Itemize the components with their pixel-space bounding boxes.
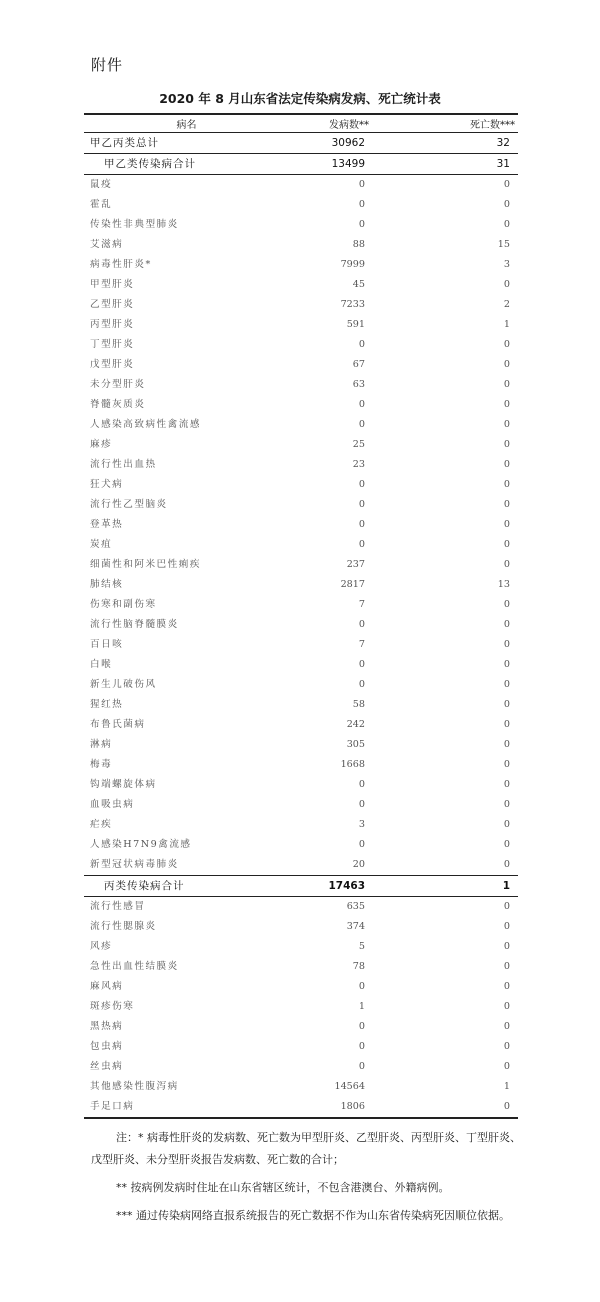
row-cases: 78 xyxy=(352,961,365,972)
table-row xyxy=(84,715,518,735)
row-deaths: 0 xyxy=(503,819,510,830)
row-deaths: 32 xyxy=(369,133,518,154)
row-cases: 0 xyxy=(358,399,365,410)
row-cases: 63 xyxy=(352,379,365,390)
row-cases: 0 xyxy=(358,1061,365,1072)
row-name: 百日咳 xyxy=(90,639,124,650)
row-name: 甲乙类传染病合计 xyxy=(84,154,289,175)
table-row xyxy=(84,475,518,495)
table-row xyxy=(84,415,518,435)
row-cases: 0 xyxy=(358,659,365,670)
row-deaths: 0 xyxy=(503,779,510,790)
table-row xyxy=(84,455,518,475)
row-deaths: 0 xyxy=(503,1021,510,1032)
row-name: 细菌性和阿米巴性痢疾 xyxy=(90,559,201,570)
row-cases: 0 xyxy=(358,679,365,690)
table-row xyxy=(84,495,518,515)
row-deaths: 0 xyxy=(503,961,510,972)
row-deaths: 0 xyxy=(503,459,510,470)
row-name: 手足口病 xyxy=(84,1097,289,1118)
table-row xyxy=(84,675,518,695)
row-name: 新型冠状病毒肺炎 xyxy=(90,859,179,870)
table-row xyxy=(84,555,518,575)
row-deaths: 0 xyxy=(503,759,510,770)
header-cases: 发病数** xyxy=(289,114,369,133)
table-row xyxy=(84,235,518,255)
row-deaths: 3 xyxy=(503,259,510,270)
table-row xyxy=(84,215,518,235)
row-name: 流行性脑脊髓膜炎 xyxy=(90,619,179,630)
row-name: 流行性出血热 xyxy=(90,459,157,470)
row-deaths: 0 xyxy=(503,539,510,550)
table-row xyxy=(84,977,518,997)
row-deaths: 0 xyxy=(503,699,510,710)
row-cases: 374 xyxy=(346,921,365,932)
table-row xyxy=(84,835,518,855)
row-deaths: 0 xyxy=(503,941,510,952)
row-cases: 7999 xyxy=(340,259,365,270)
row-cases: 0 xyxy=(358,199,365,210)
table-row xyxy=(84,535,518,555)
row-deaths: 0 xyxy=(503,559,510,570)
row-deaths: 0 xyxy=(503,499,510,510)
table-row xyxy=(84,175,518,196)
row-name: 丙型肝炎 xyxy=(90,319,135,330)
table-row xyxy=(84,855,518,876)
row-cases: 237 xyxy=(346,559,365,570)
row-deaths: 0 xyxy=(503,359,510,370)
row-deaths: 0 xyxy=(503,679,510,690)
row-cases: 0 xyxy=(358,839,365,850)
row-cases: 25 xyxy=(352,439,365,450)
table-row xyxy=(84,1017,518,1037)
row-cases: 1 xyxy=(358,1001,365,1012)
table-row xyxy=(84,435,518,455)
row-deaths: 0 xyxy=(503,399,510,410)
table-row xyxy=(84,795,518,815)
footnote-2: ** 按病例发病时住址在山东省辖区统计，不包含港澳台、外籍病例。 xyxy=(116,1181,450,1194)
row-deaths: 0 xyxy=(503,739,510,750)
row-name: 霍乱 xyxy=(90,199,113,210)
row-name: 炭疽 xyxy=(90,539,113,550)
row-name: 白喉 xyxy=(90,659,113,670)
table-row xyxy=(84,375,518,395)
table-row xyxy=(84,335,518,355)
row-cases: 0 xyxy=(358,981,365,992)
row-name: 丝虫病 xyxy=(90,1061,124,1072)
table-row xyxy=(84,917,518,937)
row-cases: 635 xyxy=(346,901,365,912)
table-row xyxy=(84,957,518,977)
row-cases: 0 xyxy=(358,539,365,550)
row-name: 麻风病 xyxy=(90,981,124,992)
table-row xyxy=(84,755,518,775)
table-row xyxy=(84,575,518,595)
row-cases: 305 xyxy=(346,739,365,750)
row-name: 肺结核 xyxy=(90,579,124,590)
row-deaths: 0 xyxy=(503,479,510,490)
row-deaths: 0 xyxy=(503,719,510,730)
table-row xyxy=(84,897,518,918)
row-cases: 7233 xyxy=(340,299,365,310)
row-cases: 45 xyxy=(352,279,365,290)
row-name: 流行性感冒 xyxy=(90,901,146,912)
row-cases: 0 xyxy=(358,179,365,190)
row-deaths: 0 xyxy=(503,921,510,932)
row-deaths: 0 xyxy=(503,279,510,290)
row-deaths: 0 xyxy=(503,859,510,870)
row-cases: 0 xyxy=(358,339,365,350)
row-deaths: 0 xyxy=(503,799,510,810)
row-name: 甲型肝炎 xyxy=(90,279,135,290)
table-row xyxy=(84,1037,518,1057)
row-cases: 58 xyxy=(352,699,365,710)
table-row xyxy=(84,695,518,715)
row-name: 麻疹 xyxy=(90,439,113,450)
row-deaths: 0 xyxy=(503,1061,510,1072)
row-name: 梅毒 xyxy=(90,759,113,770)
row-cases: 0 xyxy=(358,799,365,810)
row-deaths: 0 xyxy=(503,659,510,670)
row-name: 戊型肝炎 xyxy=(90,359,135,370)
row-cases: 0 xyxy=(358,1021,365,1032)
row-name: 急性出血性结膜炎 xyxy=(90,961,179,972)
row-deaths: 1 xyxy=(503,319,510,330)
table-row xyxy=(84,615,518,635)
table-row xyxy=(84,315,518,335)
row-cases: 0 xyxy=(358,479,365,490)
attachment-label: 附件 xyxy=(91,56,124,74)
row-cases: 0 xyxy=(358,519,365,530)
row-name: 风疹 xyxy=(90,941,113,952)
row-name: 包虫病 xyxy=(90,1041,124,1052)
row-deaths: 13 xyxy=(497,579,510,590)
row-deaths: 15 xyxy=(497,239,510,250)
row-cases: 0 xyxy=(358,619,365,630)
row-name: 流行性乙型脑炎 xyxy=(90,499,168,510)
row-cases: 67 xyxy=(352,359,365,370)
row-name: 血吸虫病 xyxy=(90,799,135,810)
row-cases: 0 xyxy=(358,779,365,790)
table-row xyxy=(84,355,518,375)
row-name: 艾滋病 xyxy=(90,239,124,250)
row-name: 甲乙丙类总计 xyxy=(84,133,289,154)
row-deaths: 1 xyxy=(503,1081,510,1092)
row-name: 疟疾 xyxy=(90,819,113,830)
footnotes xyxy=(91,1127,521,1233)
row-cases: 13499 xyxy=(289,154,369,175)
row-name: 人感染高致病性禽流感 xyxy=(90,419,201,430)
row-deaths: 2 xyxy=(503,299,510,310)
row-name: 黑热病 xyxy=(90,1021,124,1032)
row-deaths: 0 xyxy=(503,339,510,350)
row-deaths: 0 xyxy=(503,419,510,430)
row-deaths: 0 xyxy=(503,199,510,210)
row-name: 布鲁氏菌病 xyxy=(90,719,146,730)
row-name: 猩红热 xyxy=(90,699,124,710)
row-deaths: 0 xyxy=(503,1001,510,1012)
row-cases: 0 xyxy=(358,1041,365,1052)
row-deaths: 0 xyxy=(503,379,510,390)
row-cases: 2817 xyxy=(340,579,365,590)
table-row xyxy=(84,1057,518,1077)
table-row xyxy=(84,515,518,535)
row-cases: 20 xyxy=(352,859,365,870)
row-cases: 5 xyxy=(358,941,365,952)
table-row xyxy=(84,735,518,755)
row-cases: 0 xyxy=(358,499,365,510)
row-name: 钩端螺旋体病 xyxy=(90,779,157,790)
row-deaths: 0 xyxy=(503,179,510,190)
row-name: 病毒性肝炎* xyxy=(90,259,152,270)
row-name: 乙型肝炎 xyxy=(90,299,135,310)
table-row xyxy=(84,1077,518,1097)
row-cases: 591 xyxy=(346,319,365,330)
row-deaths: 0 xyxy=(503,599,510,610)
row-cases: 1668 xyxy=(340,759,365,770)
table-row xyxy=(84,997,518,1017)
row-cases: 0 xyxy=(358,419,365,430)
row-name: 传染性非典型肺炎 xyxy=(90,219,179,230)
row-name: 未分型肝炎 xyxy=(90,379,146,390)
row-cases: 1806 xyxy=(289,1097,369,1118)
table-body xyxy=(84,133,518,1119)
row-cases: 242 xyxy=(346,719,365,730)
table-title: 2020 年 8 月山东省法定传染病发病、死亡统计表 xyxy=(159,91,441,106)
row-name: 淋病 xyxy=(90,739,113,750)
row-name: 人感染H7N9禽流感 xyxy=(90,839,192,850)
header-deaths: 死亡数*** xyxy=(369,114,518,133)
row-name: 狂犬病 xyxy=(90,479,124,490)
row-name: 脊髓灰质炎 xyxy=(90,399,146,410)
table-row xyxy=(84,937,518,957)
row-cases: 88 xyxy=(352,239,365,250)
row-cases: 3 xyxy=(358,819,365,830)
table-row xyxy=(84,195,518,215)
row-cases: 30962 xyxy=(289,133,369,154)
disease-statistics-table xyxy=(84,113,518,1119)
table-row xyxy=(84,295,518,315)
row-deaths: 0 xyxy=(503,1041,510,1052)
row-name: 斑疹伤寒 xyxy=(90,1001,135,1012)
footnote-3: *** 通过传染病网络直报系统报告的死亡数据不作为山东省传染病死因顺位依据。 xyxy=(116,1209,510,1222)
row-deaths: 1 xyxy=(369,876,518,897)
row-name: 流行性腮腺炎 xyxy=(90,921,157,932)
row-cases: 7 xyxy=(358,639,365,650)
table-row xyxy=(84,635,518,655)
row-deaths: 0 xyxy=(503,839,510,850)
table-row xyxy=(84,815,518,835)
row-name: 伤寒和副伤寒 xyxy=(90,599,157,610)
table-row xyxy=(84,275,518,295)
table-row xyxy=(84,655,518,675)
table-row xyxy=(84,395,518,415)
row-cases: 17463 xyxy=(289,876,369,897)
row-cases: 23 xyxy=(352,459,365,470)
row-cases: 7 xyxy=(358,599,365,610)
row-name: 其他感染性腹泻病 xyxy=(90,1081,179,1092)
row-deaths: 0 xyxy=(503,219,510,230)
row-deaths: 31 xyxy=(369,154,518,175)
row-cases: 14564 xyxy=(334,1081,365,1092)
row-name: 丙类传染病合计 xyxy=(84,876,289,897)
row-name: 鼠疫 xyxy=(90,179,113,190)
row-deaths: 0 xyxy=(503,619,510,630)
row-name: 登革热 xyxy=(90,519,124,530)
table-header-row xyxy=(84,114,518,133)
row-name: 新生儿破伤风 xyxy=(90,679,157,690)
header-name: 病名 xyxy=(84,114,289,133)
row-deaths: 0 xyxy=(503,439,510,450)
total-row-bing xyxy=(84,876,518,897)
row-name: 丁型肝炎 xyxy=(90,339,135,350)
footnote-1: 注：* 病毒性肝炎的发病数、死亡数为甲型肝炎、乙型肝炎、丙型肝炎、丁型肝炎、戊型肝炎、未分型肝炎报告发病数、死亡数的合计； xyxy=(91,1131,521,1166)
row-deaths: 0 xyxy=(503,639,510,650)
table-row xyxy=(84,1097,518,1118)
row-cases: 0 xyxy=(358,219,365,230)
table-row xyxy=(84,255,518,275)
row-deaths: 0 xyxy=(503,981,510,992)
table-row xyxy=(84,595,518,615)
row-deaths: 0 xyxy=(503,901,510,912)
row-deaths: 0 xyxy=(503,519,510,530)
total-row-jiayi xyxy=(84,154,518,175)
total-row-all xyxy=(84,133,518,154)
table-row xyxy=(84,775,518,795)
row-deaths: 0 xyxy=(369,1097,518,1118)
